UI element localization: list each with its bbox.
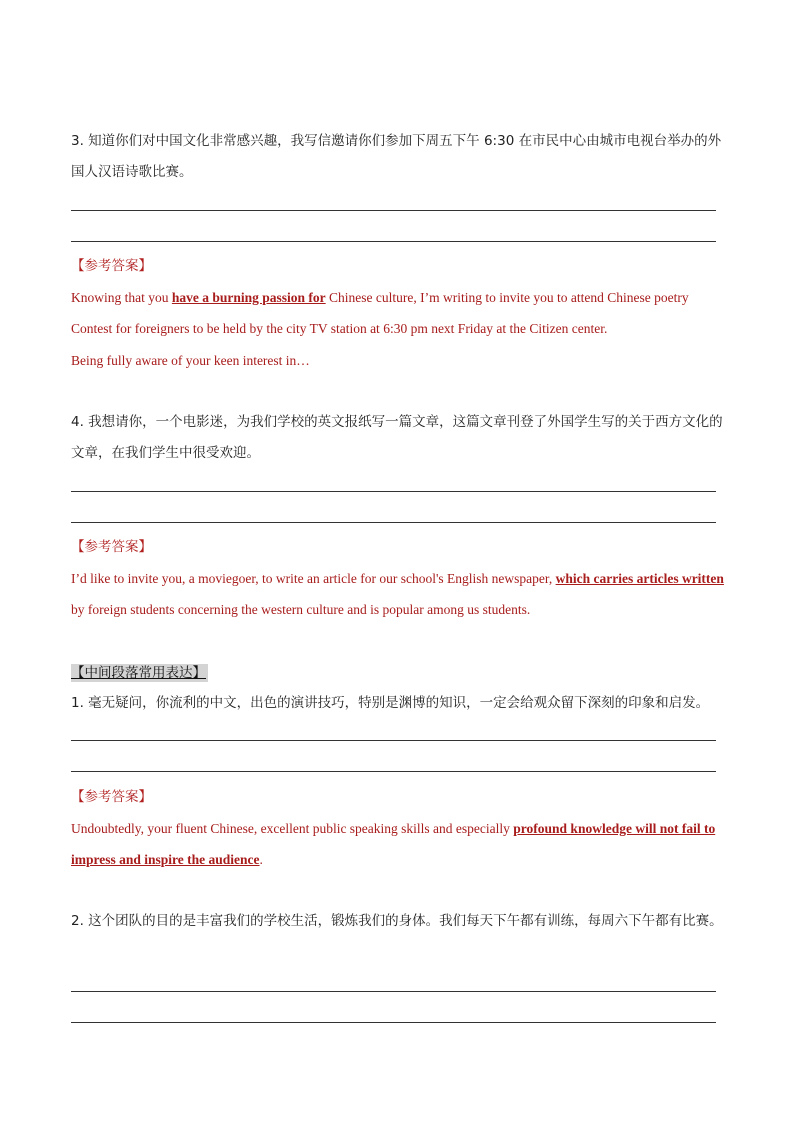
key-phrase: profound knowledge will not fail to impress and inspire the audience [71,821,716,867]
answer-4 [71,563,731,625]
middle-question-2: 2. 这个团队的目的是丰富我们的学校生活，锻炼我们的身体。我们每天下午都有训练，每周六下午都有比赛。 [71,913,723,929]
answer-text: Undoubtedly, your fluent Chinese, excellent public speaking skills and especially [71,821,514,836]
section-header [71,664,731,682]
reference-answer-label: 【参考答案】 [71,258,152,274]
section-title: 【中间段落常用表达】 [71,665,206,681]
answer-3 [71,282,731,344]
answer-text: Chinese culture, I’m writing to invite you to attend Chinese poetry Contest for foreigners to be held by the city TV station at 6:30 pm next Friday at the Citizen center. [71,290,689,336]
answer-line [71,210,716,211]
answer-line [71,771,716,772]
question-3: 3. 知道你们对中国文化非常感兴趣，我写信邀请你们参加下周五下午 6:30 在市民中心由城市电视台举办的外国人汉语诗歌比赛。 [71,133,722,180]
answer-line [71,1022,716,1023]
middle-question-1: 1. 毫无疑问，你流利的中文，出色的演讲技巧，特别是渊博的知识，一定会给观众留下深刻的印象和启发。 [71,695,710,711]
answer-line [71,991,716,992]
answer-3-alt: Being fully aware of your keen interest in… [71,353,310,368]
key-phrase: which carries articles written [555,571,724,586]
answer-line [71,241,716,242]
answer-text: by foreign students concerning the western culture and is popular among us students. [71,602,531,617]
middle-answer-1 [71,813,731,875]
key-phrase: have a burning passion for [171,290,326,305]
question-4: 4. 我想请你，一个电影迷，为我们学校的英文报纸写一篇文章，这篇文章刊登了外国学生写的关于西方文化的文章，在我们学生中很受欢迎。 [71,414,723,461]
answer-text: . [259,852,263,867]
answer-line [71,522,716,523]
answer-text: I’d like to invite you, a moviegoer, to write an article for our school's English newspaper, [71,571,556,586]
answer-text: Knowing that you [71,290,172,305]
answer-line [71,491,716,492]
reference-answer-label: 【参考答案】 [71,539,152,555]
reference-answer-label: 【参考答案】 [71,789,152,805]
answer-line [71,740,716,741]
